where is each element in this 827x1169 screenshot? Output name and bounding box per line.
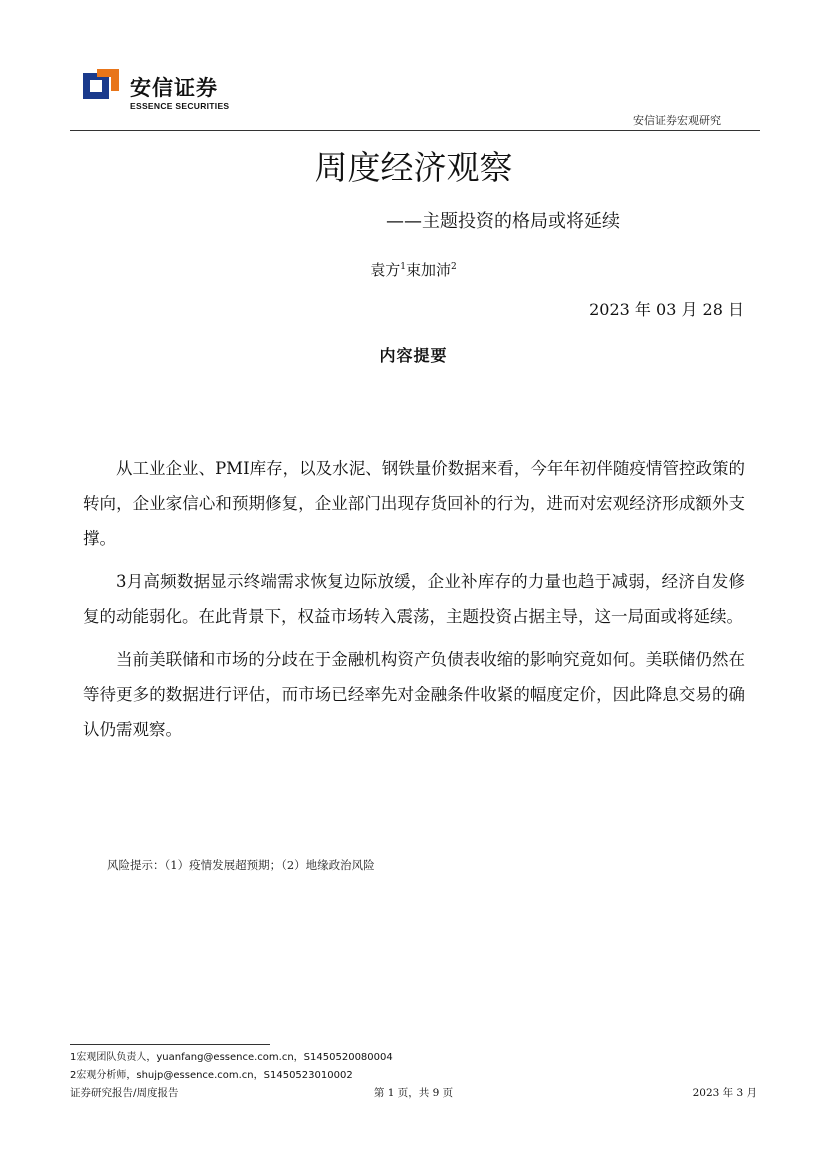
footnote-marker: 2 xyxy=(451,262,457,272)
summary-body xyxy=(83,451,745,755)
header-department-label: 安信证券宏观研究 xyxy=(633,114,721,127)
summary-paragraph: 从工业企业、PMI库存，以及水泥、钢铁量价数据来看，今年年初伴随疫情管控政策的转向，企业家信心和预期修复，企业部门出现存货回补的行为，进而对宏观经济形成额外支撑。 xyxy=(83,459,745,548)
company-name-en: ESSENCE SECURITIES xyxy=(130,101,230,111)
footer-report-type: 证券研究报告/周度报告 xyxy=(70,1087,179,1099)
report-date: 2023 年 03 月 28 日 xyxy=(589,300,744,319)
report-title: 周度经济观察 xyxy=(314,148,513,187)
header-divider xyxy=(70,130,760,131)
author-name: 袁方 xyxy=(370,261,401,279)
report-subtitle: ——主题投资的格局或将延续 xyxy=(386,211,620,232)
risk-notice: 风险提示：（1）疫情发展超预期；（2）地缘政治风险 xyxy=(107,858,375,872)
footnote-marker: 1 xyxy=(400,262,406,272)
footer-date: 2023 年 3 月 xyxy=(692,1087,757,1099)
company-logo-icon xyxy=(83,67,121,101)
summary-heading: 内容提要 xyxy=(379,346,448,365)
company-name-cn: 安信证券 xyxy=(130,76,218,100)
footer-page-number: 第 1 页，共 9 页 xyxy=(373,1087,454,1099)
summary-paragraph: 3月高频数据显示终端需求恢复边际放缓，企业补库存的力量也趋于减弱，经济自发修复的动能弱化。在此背景下，权益市场转入震荡，主题投资占据主导，这一局面或将延续。 xyxy=(83,572,745,626)
footnote: 2宏观分析师，shujp@essence.com.cn，S1450523010002 xyxy=(70,1070,353,1081)
summary-paragraph: 当前美联储和市场的分歧在于金融机构资产负债表收缩的影响究竟如何。美联储仍然在等待更多的数据进行评估，而市场已经率先对金融条件收紧的幅度定价，因此降息交易的确认仍需观察。 xyxy=(83,650,745,739)
author-name: 束加沛 xyxy=(406,261,452,279)
author-line xyxy=(0,256,827,281)
footnote-divider xyxy=(70,1044,270,1045)
footnote: 1宏观团队负责人，yuanfang@essence.com.cn，S1450520080004 xyxy=(70,1052,393,1063)
